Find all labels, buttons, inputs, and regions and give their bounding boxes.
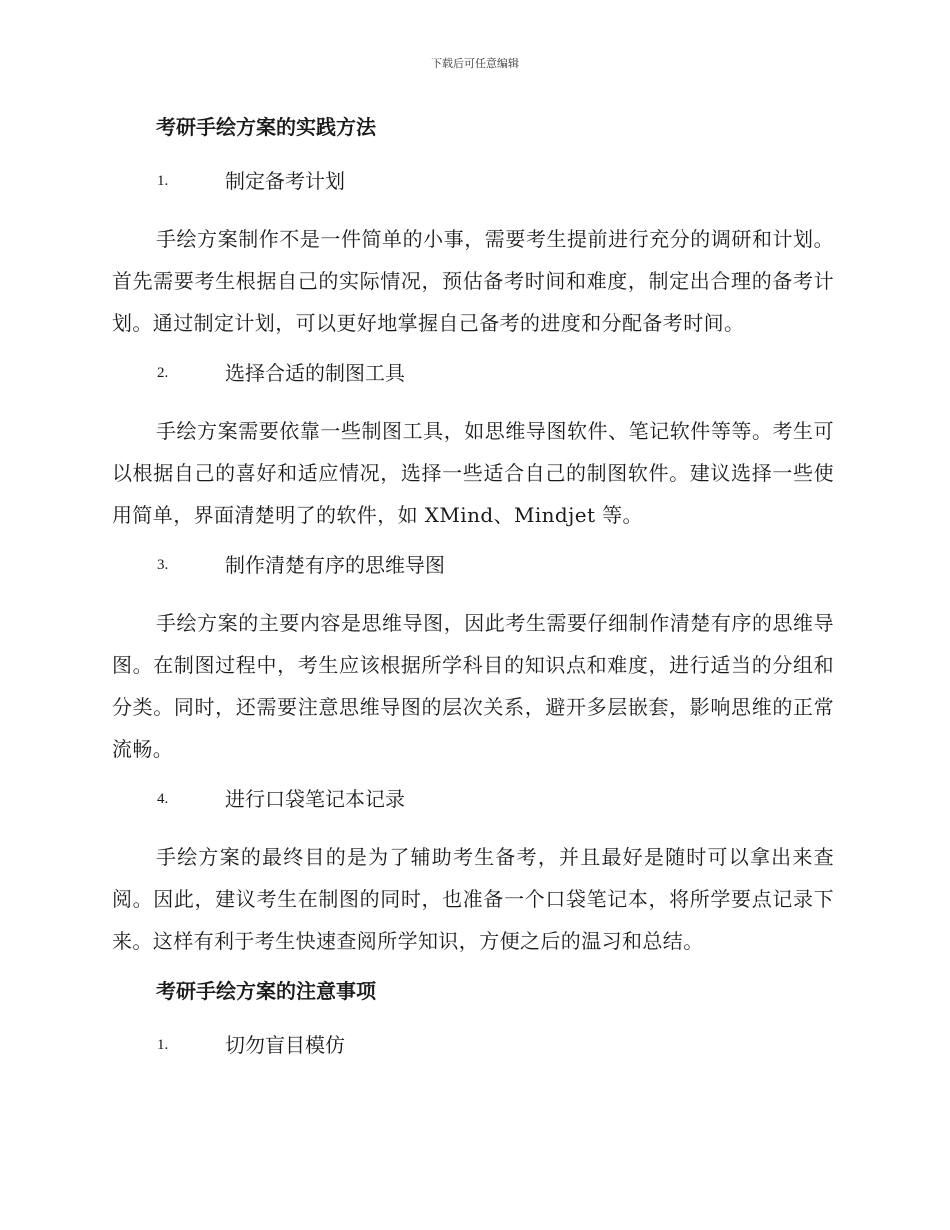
list-item-title: 制作清楚有序的思维导图 (225, 553, 445, 577)
list-item-number: 2. (157, 365, 169, 381)
list-item-heading (112, 550, 834, 580)
list-item-heading (112, 784, 834, 814)
list-item-heading (112, 358, 834, 388)
list-item-title: 切勿盲目模仿 (225, 1033, 345, 1057)
list-item-title: 进行口袋笔记本记录 (225, 787, 405, 811)
list-item-heading (112, 1030, 834, 1060)
list-item-number: 1. (157, 1037, 169, 1053)
list-item-number: 4. (157, 791, 169, 807)
list-item-title: 制定备考计划 (225, 169, 345, 193)
list-item-number: 3. (157, 557, 169, 573)
paragraph: 手绘方案需要依靠一些制图工具，如思维导图软件、笔记软件等等。考生可以根据自己的喜好和适应情况，选择一些适合自己的制图软件。建议选择一些使用简单，界面清楚明了的软件，如 XMind、Mindjet 等。 (112, 419, 834, 527)
paragraph: 手绘方案的主要内容是思维导图，因此考生需要仔细制作清楚有序的思维导图。在制图过程中，考生应该根据所学科目的知识点和难度，进行适当的分组和分类。同时，还需要注意思维导图的层次关系，避开多层嵌套，影响思维的正常流畅。 (112, 611, 834, 761)
list-item-heading (112, 166, 834, 196)
section-title: 考研手绘方案的注意事项 (156, 979, 376, 1003)
paragraph: 手绘方案制作不是一件简单的小事，需要考生提前进行充分的调研和计划。首先需要考生根据自己的实际情况，预估备考时间和难度，制定出合理的备考计划。通过制定计划，可以更好地掌握自己备考的进度和分配备考时间。 (112, 227, 834, 335)
section-title: 考研手绘方案的实践方法 (156, 115, 376, 139)
paragraph: 手绘方案的最终目的是为了辅助考生备考，并且最好是随时可以拿出来查阅。因此，建议考生在制图的同时，也准备一个口袋笔记本，将所学要点记录下来。这样有利于考生快速查阅所学知识，方便之后的温习和总结。 (112, 845, 834, 953)
list-item-number: 1. (157, 173, 169, 189)
document-body (112, 112, 834, 1082)
header-note: 下载后可任意编辑 (431, 57, 519, 70)
list-item-title: 选择合适的制图工具 (225, 361, 405, 385)
